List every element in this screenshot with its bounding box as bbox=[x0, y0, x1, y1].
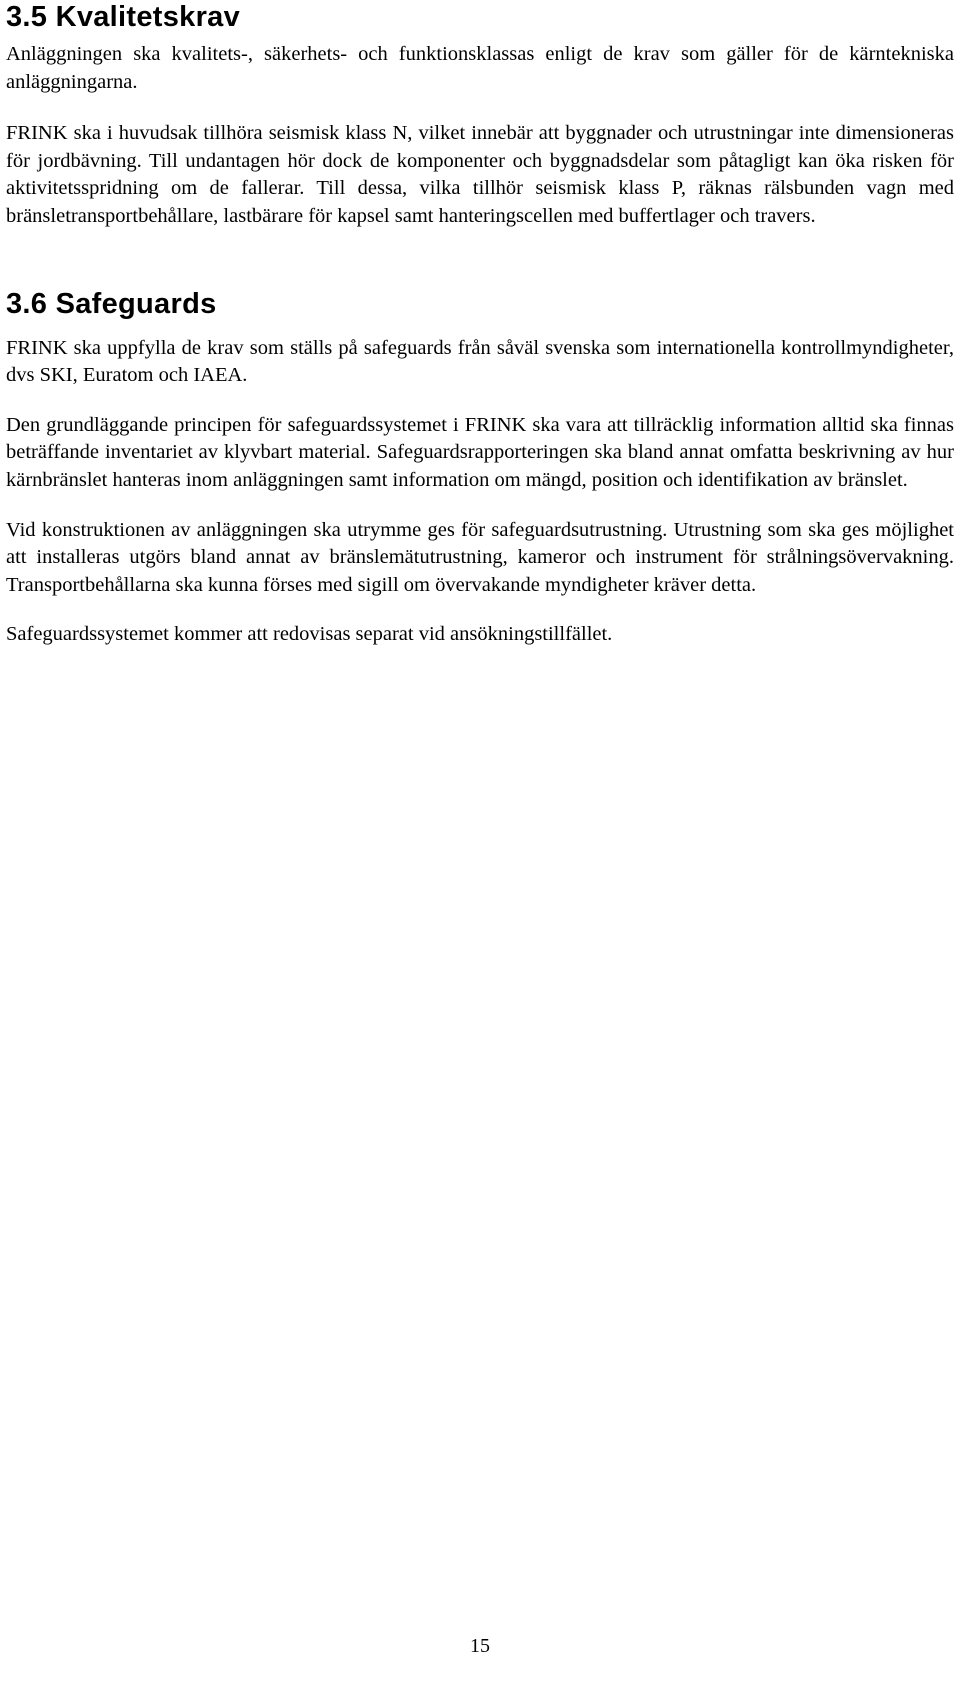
paragraph: FRINK ska uppfylla de krav som ställs på safeguards från såväl svenska som internationella kontrollmyndigheter, dvs SKI, Euratom och IAEA. bbox=[6, 336, 954, 387]
paragraph: Anläggningen ska kvalitets-, säkerhets- och funktionsklassas enligt de krav som gäller för de kärntekniska anläggningarna. bbox=[6, 43, 954, 93]
section-heading: 3.6 Safeguards bbox=[6, 287, 217, 320]
paragraph: Vid konstruktionen av anläggningen ska utrymme ges för safeguardsutrustning. Utrustning som ska ges möjlighet att installeras utgörs bland annat av bränslemätutrustning, kameror och instrument för strålningsövervakning. Transportbehållarna ska kunna förses med sigill om övervakande myndigheter kräver detta. bbox=[6, 518, 954, 596]
section-kvalitetskrav bbox=[6, 0, 954, 231]
paragraph: Den grundläggande principen för safeguardssystemet i FRINK ska vara att tillräcklig information alltid ska finnas beträffande inventariet av klyvbart material. Safeguardsrapporteringen ska bland annat omfatta beskrivning av hur kärnbränslet hanteras inom anläggningen samt information om mängd, position och identifikation av bränslet. bbox=[6, 413, 954, 491]
document-page bbox=[6, 0, 954, 649]
page-number: 15 bbox=[470, 1635, 490, 1657]
section-heading: 3.5 Kvalitetskrav bbox=[6, 1, 241, 33]
paragraph: Safeguardssystemet kommer att redovisas separat vid ansökningstillfället. bbox=[6, 623, 613, 646]
section-safeguards bbox=[6, 287, 954, 649]
paragraph: FRINK ska i huvudsak tillhöra seismisk klass N, vilket innebär att byggnader och utrustningar inte dimensioneras för jordbävning. Till undantagen hör dock de komponenter och byggnadsdelar som påtagligt kan öka risken för aktivitetsspridning om de fallerar. Till dessa, vilka tillhör seismisk klass P, räknas rälsbunden vagn med bränsletransportbehållare, lastbärare för kapsel samt hanteringscellen med buffertlager och travers. bbox=[6, 122, 954, 227]
